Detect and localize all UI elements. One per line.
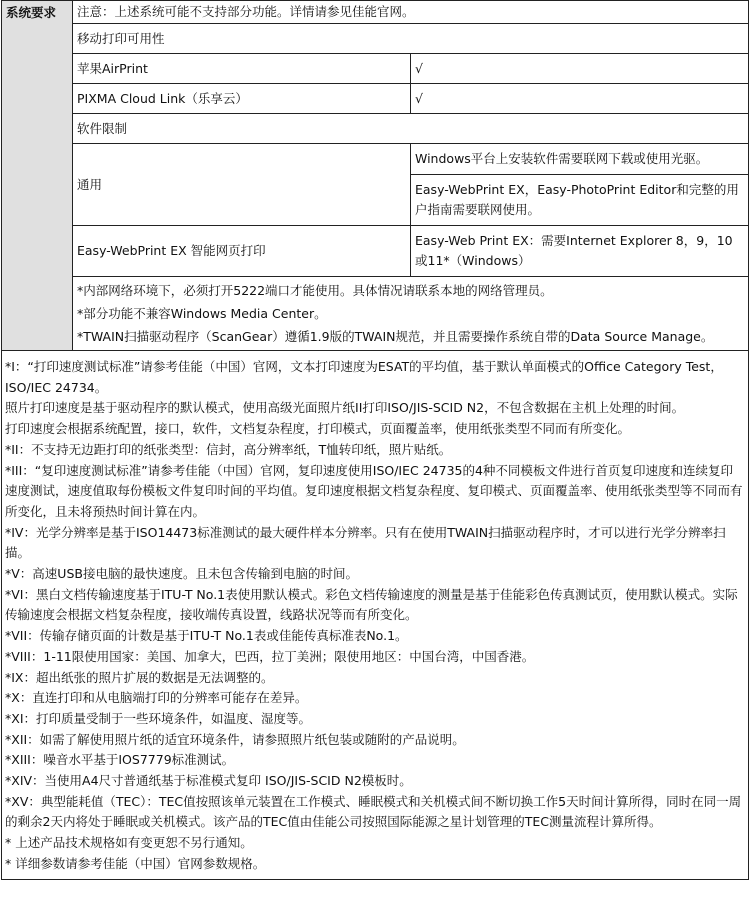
note-item: *部分功能不兼容Windows Media Center。 xyxy=(77,306,327,321)
system-requirements-table xyxy=(1,0,749,351)
footnote-item: *VI：黑白文档传输速度基于ITU-T No.1表使用默认模式。彩色文档传输速度的测量是基于佳能彩色传真测试页，使用默认模式。实际传输速度会根据文档复杂程度，接收端传真设置，线路状况等而有所变化。 xyxy=(5,586,738,623)
general-item-online: Easy-WebPrint EX，Easy-PhotoPrint Editor和完整的用户指南需要联网使用。 xyxy=(411,175,749,226)
airprint-value: √ xyxy=(411,54,749,84)
footnote-item: *IX：超出纸张的照片扩展的数据是无法调整的。 xyxy=(5,669,274,685)
footnote-item: *XV：典型能耗值（TEC）：TEC值按照该单元装置在工作模式、睡眠模式和关机模式间不断切换工作5天时间计算所得，同时在同一周的剩余2天内将处于睡眠或关机模式。该产品的TEC值由佳能公司按照国际能源之星计划管理的TEC测量流程计算所得。 xyxy=(5,793,742,830)
footnote-item: *XIV：当使用A4尺寸普通纸基于标准模式复印 ISO/JIS-SCID N2模板时。 xyxy=(5,773,412,789)
footnote-item: *V：高速USB接电脑的最快速度。且未包含传输到电脑的时间。 xyxy=(5,566,358,582)
footnote-item: *XII：如需了解使用照片纸的适宜环境条件，请参照照片纸包装或随附的产品说明。 xyxy=(5,731,465,747)
software-limits-heading: 软件限制 xyxy=(73,114,749,144)
footnote-item: 打印速度会根据系统配置，接口，软件，文档复杂程度，打印模式，页面覆盖率，使用纸张类型不同而有所变化。 xyxy=(5,421,631,437)
footnote-item: *VII：传输存储页面的计数是基于ITU-T No.1表或佳能传真标准表No.1。 xyxy=(5,628,408,644)
system-requirements-label: 系统要求 xyxy=(2,1,73,351)
webprint-value: Easy-Web Print EX：需要Internet Explorer 8，9，10或11*（Windows） xyxy=(411,226,749,277)
network-notes xyxy=(73,277,749,351)
note-item: *内部网络环境下，必须打开5222端口才能使用。具体情况请联系本地的网络管理员。 xyxy=(77,283,553,298)
footnote-item: 照片打印速度是基于驱动程序的默认模式，使用高级光面照片纸II打印ISO/JIS-SCID N2，不包含数据在主机上处理的时间。 xyxy=(5,400,685,416)
footnote-item: *VIII：1-11限使用国家：美国、加拿大，巴西，拉丁美洲；限使用地区：中国台湾，中国香港。 xyxy=(5,648,535,664)
footnote-item: * 上述产品技术规格如有变更恕不另行通知。 xyxy=(5,835,253,851)
footnote-item: *I：“打印速度测试标准”请参考佳能（中国）官网，文本打印速度为ESAT的平均值，基于默认单面模式的Office Category Test，ISO/IEC 24734。 xyxy=(5,359,723,395)
footnote-item: *III：“复印速度测试标准”请参考佳能（中国）官网，复印速度使用ISO/IEC 24735的4种不同模板文件进行首页复印速度和连续复印速度测试，速度值取每份模板文件复印时间的平均值。复印速度根据文档复杂程度、复印模式、页面覆盖率、使用纸张类型等不同而有所变化，且未将预热时间计算在内。 xyxy=(5,462,743,519)
footnotes xyxy=(1,351,749,880)
footnote-item: *II：不支持无边距打印的纸张类型：信封，高分辨率纸，T恤转印纸，照片贴纸。 xyxy=(5,441,452,457)
general-label: 通用 xyxy=(73,144,411,226)
cloud-link-value: √ xyxy=(411,84,749,114)
footnote-item: * 详细参数请参考佳能（中国）官网参数规格。 xyxy=(5,855,266,871)
footnote-item: *IV：光学分辨率是基于ISO14473标准测试的最大硬件样本分辨率。只有在使用TWAIN扫描驱动程序时，才可以进行光学分辨率扫描。 xyxy=(5,524,726,561)
webprint-label: Easy-WebPrint EX 智能网页打印 xyxy=(73,226,411,277)
cloud-link-label: PIXMA Cloud Link（乐享云） xyxy=(73,84,411,114)
footnote-item: *XI：打印质量受制于一些环境条件，如温度、湿度等。 xyxy=(5,710,312,726)
note-item: *TWAIN扫描驱动程序（ScanGear）遵循1.9版的TWAIN规范，并且需要操作系统自带的Data Source Manage。 xyxy=(77,329,714,344)
footnote-item: *X：直连打印和从电脑端打印的分辨率可能存在差异。 xyxy=(5,690,308,706)
footnote-item: *XIII：噪音水平基于IOS7779标准测试。 xyxy=(5,752,235,768)
mobile-print-heading: 移动打印可用性 xyxy=(73,24,749,54)
general-item-windows: Windows平台上安装软件需要联网下载或使用光驱。 xyxy=(411,144,749,175)
notice-text: 注意：上述系统可能不支持部分功能。详情请参见佳能官网。 xyxy=(73,1,749,24)
airprint-label: 苹果AirPrint xyxy=(73,54,411,84)
